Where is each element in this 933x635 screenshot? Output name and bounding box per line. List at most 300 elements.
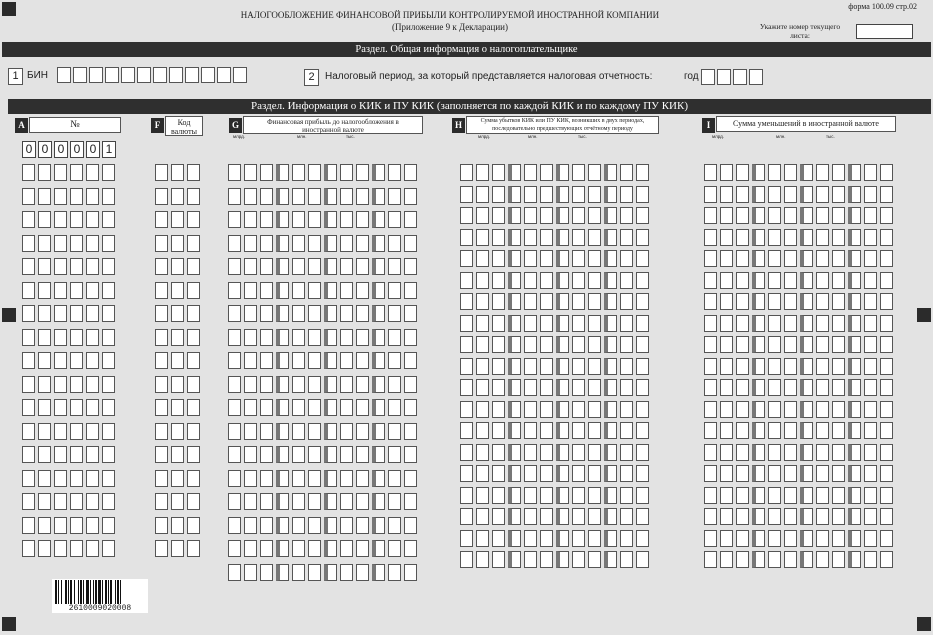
column-a-cell[interactable] (70, 446, 83, 463)
column-i-cell[interactable] (736, 272, 749, 289)
column-i-cell[interactable] (832, 336, 845, 353)
column-a-cell[interactable] (86, 376, 99, 393)
column-a-cell[interactable] (38, 470, 51, 487)
column-i-cell[interactable] (720, 315, 733, 332)
column-a-cell[interactable] (102, 164, 115, 181)
column-h-cell[interactable] (620, 465, 633, 482)
column-f-cell[interactable] (155, 282, 168, 299)
column-f-cell[interactable] (187, 282, 200, 299)
column-i-cell[interactable] (800, 229, 813, 246)
column-a-cell[interactable] (86, 399, 99, 416)
column-i-cell[interactable] (880, 336, 893, 353)
column-a-cell[interactable] (70, 282, 83, 299)
column-a-cell[interactable] (54, 164, 67, 181)
column-h-cell[interactable] (492, 358, 505, 375)
column-g-cell[interactable] (356, 164, 369, 181)
column-h-cell[interactable] (572, 164, 585, 181)
column-i-cell[interactable] (752, 358, 765, 375)
column-i-cell[interactable] (832, 164, 845, 181)
column-g-cell[interactable] (356, 470, 369, 487)
column-a-cell[interactable] (22, 423, 35, 440)
bin-cell[interactable] (137, 67, 151, 83)
column-h-cell[interactable] (556, 508, 569, 525)
column-a-cell[interactable] (102, 211, 115, 228)
column-h-cell[interactable] (508, 315, 521, 332)
column-a-cell[interactable] (38, 258, 51, 275)
column-i-cell[interactable] (832, 207, 845, 224)
column-i-cell[interactable] (736, 229, 749, 246)
column-f-cell[interactable] (187, 399, 200, 416)
column-a-cell[interactable] (54, 376, 67, 393)
column-g-cell[interactable] (244, 305, 257, 322)
column-g-cell[interactable] (276, 164, 289, 181)
column-g-cell[interactable] (404, 564, 417, 581)
column-i-cell[interactable] (864, 336, 877, 353)
column-g-cell[interactable] (244, 493, 257, 510)
column-i-cell[interactable] (864, 229, 877, 246)
column-i-cell[interactable] (736, 293, 749, 310)
column-i-cell[interactable] (768, 551, 781, 568)
column-f-cell[interactable] (187, 540, 200, 557)
column-f-cell[interactable] (155, 352, 168, 369)
column-a-cell[interactable] (38, 446, 51, 463)
column-h-cell[interactable] (524, 207, 537, 224)
column-h-cell[interactable] (476, 551, 489, 568)
column-h-cell[interactable] (508, 444, 521, 461)
column-g-cell[interactable] (228, 164, 241, 181)
column-h-cell[interactable] (508, 250, 521, 267)
column-h-cell[interactable] (460, 336, 473, 353)
column-h-cell[interactable] (620, 551, 633, 568)
column-h-cell[interactable] (508, 401, 521, 418)
column-g-cell[interactable] (260, 211, 273, 228)
column-i-cell[interactable] (784, 422, 797, 439)
column-g-cell[interactable] (404, 235, 417, 252)
column-h-cell[interactable] (604, 508, 617, 525)
column-i-cell[interactable] (720, 422, 733, 439)
column-h-cell[interactable] (460, 250, 473, 267)
column-g-cell[interactable] (340, 376, 353, 393)
column-h-cell[interactable] (492, 336, 505, 353)
column-g-cell[interactable] (404, 305, 417, 322)
column-h-cell[interactable] (588, 422, 601, 439)
column-a-cell[interactable] (102, 470, 115, 487)
column-a-cell[interactable] (38, 164, 51, 181)
bin-cell[interactable] (57, 67, 71, 83)
column-h-cell[interactable] (540, 207, 553, 224)
column-h-cell[interactable] (492, 401, 505, 418)
column-a-cell[interactable] (38, 376, 51, 393)
column-a-cell[interactable] (38, 188, 51, 205)
column-i-cell[interactable] (848, 401, 861, 418)
column-h-cell[interactable] (620, 508, 633, 525)
column-h-cell[interactable] (524, 293, 537, 310)
column-g-cell[interactable] (324, 517, 337, 534)
column-h-cell[interactable] (572, 229, 585, 246)
column-h-cell[interactable] (604, 207, 617, 224)
column-i-cell[interactable] (800, 315, 813, 332)
column-i-cell[interactable] (848, 422, 861, 439)
column-a-cell[interactable] (86, 517, 99, 534)
column-h-cell[interactable] (540, 186, 553, 203)
column-i-cell[interactable] (848, 379, 861, 396)
column-h-cell[interactable] (572, 465, 585, 482)
column-i-cell[interactable] (704, 358, 717, 375)
column-g-cell[interactable] (276, 282, 289, 299)
column-g-cell[interactable] (388, 211, 401, 228)
column-i-cell[interactable] (848, 164, 861, 181)
column-h-cell[interactable] (572, 358, 585, 375)
column-h-cell[interactable] (524, 336, 537, 353)
column-f-cell[interactable] (155, 329, 168, 346)
column-i-cell[interactable] (752, 530, 765, 547)
bin-cell[interactable] (201, 67, 215, 83)
column-i-cell[interactable] (800, 358, 813, 375)
column-h-cell[interactable] (540, 508, 553, 525)
column-a-cell[interactable] (102, 305, 115, 322)
column-h-cell[interactable] (476, 186, 489, 203)
column-h-cell[interactable] (604, 315, 617, 332)
column-h-cell[interactable] (604, 358, 617, 375)
column-g-cell[interactable] (244, 258, 257, 275)
column-g-cell[interactable] (404, 470, 417, 487)
column-h-cell[interactable] (588, 315, 601, 332)
column-h-cell[interactable] (572, 422, 585, 439)
column-i-cell[interactable] (784, 401, 797, 418)
column-i-cell[interactable] (832, 186, 845, 203)
column-h-cell[interactable] (476, 207, 489, 224)
column-g-cell[interactable] (308, 540, 321, 557)
column-i-cell[interactable] (880, 293, 893, 310)
column-h-cell[interactable] (636, 315, 649, 332)
column-i-cell[interactable] (784, 379, 797, 396)
column-a-cell[interactable] (54, 305, 67, 322)
column-h-cell[interactable] (508, 186, 521, 203)
column-h-cell[interactable] (540, 272, 553, 289)
column-a-cell[interactable] (38, 282, 51, 299)
column-g-cell[interactable] (292, 423, 305, 440)
column-i-cell[interactable] (864, 272, 877, 289)
column-h-cell[interactable] (524, 379, 537, 396)
column-a-cell[interactable] (102, 376, 115, 393)
column-a-cell[interactable] (22, 446, 35, 463)
column-g-cell[interactable] (404, 423, 417, 440)
column-h-cell[interactable] (476, 293, 489, 310)
column-a-cell[interactable] (70, 376, 83, 393)
column-i-cell[interactable] (752, 272, 765, 289)
column-a-cell[interactable] (54, 235, 67, 252)
column-i-cell[interactable] (880, 272, 893, 289)
column-g-cell[interactable] (324, 305, 337, 322)
column-i-cell[interactable] (864, 422, 877, 439)
column-g-cell[interactable] (244, 540, 257, 557)
column-f-cell[interactable] (155, 399, 168, 416)
column-h-cell[interactable] (492, 465, 505, 482)
column-h-cell[interactable] (636, 401, 649, 418)
column-i-cell[interactable] (736, 422, 749, 439)
column-i-cell[interactable] (800, 487, 813, 504)
column-f-cell[interactable] (171, 540, 184, 557)
column-h-cell[interactable] (492, 293, 505, 310)
column-a-cell[interactable] (86, 470, 99, 487)
column-i-cell[interactable] (832, 272, 845, 289)
column-h-cell[interactable] (460, 530, 473, 547)
column-g-cell[interactable] (404, 493, 417, 510)
column-g-cell[interactable] (292, 211, 305, 228)
column-a-cell[interactable] (70, 352, 83, 369)
column-a-cell[interactable] (102, 282, 115, 299)
column-g-cell[interactable] (324, 564, 337, 581)
column-h-cell[interactable] (460, 207, 473, 224)
column-a-cell[interactable] (70, 188, 83, 205)
column-i-cell[interactable] (800, 401, 813, 418)
column-g-cell[interactable] (356, 235, 369, 252)
column-h-cell[interactable] (508, 422, 521, 439)
column-h-cell[interactable] (556, 530, 569, 547)
column-g-cell[interactable] (356, 423, 369, 440)
column-a-cell[interactable] (70, 329, 83, 346)
column-h-cell[interactable] (476, 164, 489, 181)
column-a-cell[interactable] (38, 540, 51, 557)
column-g-cell[interactable] (308, 376, 321, 393)
column-g-cell[interactable] (276, 517, 289, 534)
column-h-cell[interactable] (604, 401, 617, 418)
column-h-cell[interactable] (524, 465, 537, 482)
column-i-cell[interactable] (800, 444, 813, 461)
column-a-cell[interactable] (54, 423, 67, 440)
column-g-cell[interactable] (340, 423, 353, 440)
column-a-cell[interactable] (86, 540, 99, 557)
column-i-cell[interactable] (784, 186, 797, 203)
column-a-cell[interactable] (22, 211, 35, 228)
column-i-cell[interactable] (832, 465, 845, 482)
column-g-cell[interactable] (244, 329, 257, 346)
column-h-cell[interactable] (476, 530, 489, 547)
column-a-cell[interactable] (54, 329, 67, 346)
column-h-cell[interactable] (524, 164, 537, 181)
column-i-cell[interactable] (864, 250, 877, 267)
column-h-cell[interactable] (556, 207, 569, 224)
column-h-cell[interactable] (492, 487, 505, 504)
column-a-cell[interactable] (70, 235, 83, 252)
column-a-cell[interactable] (102, 235, 115, 252)
column-g-cell[interactable] (324, 493, 337, 510)
column-a-cell[interactable] (22, 235, 35, 252)
column-a-cell[interactable] (102, 352, 115, 369)
column-a-cell[interactable] (102, 188, 115, 205)
column-i-cell[interactable] (736, 207, 749, 224)
column-i-cell[interactable] (848, 508, 861, 525)
column-h-cell[interactable] (492, 422, 505, 439)
column-i-cell[interactable] (720, 336, 733, 353)
column-i-cell[interactable] (704, 293, 717, 310)
column-a-cell[interactable] (54, 188, 67, 205)
column-h-cell[interactable] (540, 229, 553, 246)
column-g-cell[interactable] (356, 258, 369, 275)
column-h-cell[interactable] (476, 272, 489, 289)
column-h-cell[interactable] (572, 293, 585, 310)
column-g-cell[interactable] (324, 399, 337, 416)
column-a-cell[interactable] (54, 211, 67, 228)
column-i-cell[interactable] (848, 465, 861, 482)
column-i-cell[interactable] (720, 272, 733, 289)
column-g-cell[interactable] (228, 282, 241, 299)
column-a-cell[interactable] (22, 399, 35, 416)
column-g-cell[interactable] (260, 493, 273, 510)
column-h-cell[interactable] (636, 508, 649, 525)
column-i-cell[interactable] (736, 186, 749, 203)
column-g-cell[interactable] (356, 211, 369, 228)
column-a-cell[interactable] (102, 258, 115, 275)
column-g-cell[interactable] (388, 564, 401, 581)
bin-cell[interactable] (169, 67, 183, 83)
column-g-cell[interactable] (372, 423, 385, 440)
column-i-cell[interactable] (704, 379, 717, 396)
column-i-cell[interactable] (864, 530, 877, 547)
column-h-cell[interactable] (588, 508, 601, 525)
column-h-cell[interactable] (636, 293, 649, 310)
column-f-cell[interactable] (171, 211, 184, 228)
column-i-cell[interactable] (816, 530, 829, 547)
column-i-cell[interactable] (736, 315, 749, 332)
column-i-cell[interactable] (720, 379, 733, 396)
bin-cell[interactable] (105, 67, 119, 83)
column-h-cell[interactable] (636, 207, 649, 224)
column-g-cell[interactable] (404, 282, 417, 299)
column-g-cell[interactable] (292, 282, 305, 299)
column-i-cell[interactable] (736, 508, 749, 525)
column-i-cell[interactable] (816, 207, 829, 224)
column-g-cell[interactable] (324, 329, 337, 346)
column-h-cell[interactable] (636, 465, 649, 482)
column-g-cell[interactable] (324, 470, 337, 487)
column-f-cell[interactable] (187, 352, 200, 369)
column-i-cell[interactable] (800, 422, 813, 439)
column-g-cell[interactable] (340, 540, 353, 557)
column-i-cell[interactable] (816, 336, 829, 353)
column-h-cell[interactable] (604, 250, 617, 267)
year-input[interactable] (701, 69, 765, 85)
column-g-cell[interactable] (356, 493, 369, 510)
column-i-cell[interactable] (768, 465, 781, 482)
column-h-cell[interactable] (492, 530, 505, 547)
column-i-cell[interactable] (768, 315, 781, 332)
year-cell[interactable] (701, 69, 715, 85)
column-g-cell[interactable] (260, 399, 273, 416)
column-f-cell[interactable] (155, 235, 168, 252)
column-f-cell[interactable] (171, 493, 184, 510)
column-i-cell[interactable] (832, 250, 845, 267)
column-a-cell[interactable] (38, 517, 51, 534)
column-i-cell[interactable] (880, 379, 893, 396)
column-i-cell[interactable] (848, 250, 861, 267)
column-h-cell[interactable] (604, 186, 617, 203)
column-h-cell[interactable] (540, 315, 553, 332)
column-g-cell[interactable] (388, 258, 401, 275)
column-g-cell[interactable] (260, 423, 273, 440)
column-i-cell[interactable] (816, 422, 829, 439)
column-i-cell[interactable] (880, 358, 893, 375)
column-g-cell[interactable] (292, 188, 305, 205)
column-g-cell[interactable] (356, 188, 369, 205)
column-i-cell[interactable] (848, 444, 861, 461)
column-h-cell[interactable] (588, 401, 601, 418)
column-h-cell[interactable] (588, 444, 601, 461)
column-g-cell[interactable] (244, 352, 257, 369)
column-i-cell[interactable] (704, 250, 717, 267)
column-h-cell[interactable] (476, 487, 489, 504)
column-a-cell[interactable] (102, 493, 115, 510)
column-i-cell[interactable] (800, 551, 813, 568)
column-i-cell[interactable] (832, 401, 845, 418)
column-i-cell[interactable] (768, 229, 781, 246)
column-a-cell[interactable] (22, 188, 35, 205)
column-a-cell[interactable] (70, 258, 83, 275)
column-h-cell[interactable] (540, 336, 553, 353)
column-i-cell[interactable] (704, 422, 717, 439)
column-a-cell[interactable] (22, 329, 35, 346)
column-g-cell[interactable] (228, 329, 241, 346)
column-a-cell[interactable] (54, 493, 67, 510)
column-h-cell[interactable] (460, 444, 473, 461)
column-a-cell[interactable] (86, 493, 99, 510)
column-f-cell[interactable] (171, 517, 184, 534)
column-g-cell[interactable] (356, 517, 369, 534)
column-h-cell[interactable] (524, 530, 537, 547)
column-h-cell[interactable] (636, 229, 649, 246)
column-g-cell[interactable] (292, 164, 305, 181)
column-i-cell[interactable] (832, 530, 845, 547)
column-h-cell[interactable] (572, 508, 585, 525)
column-g-cell[interactable] (372, 376, 385, 393)
column-h-cell[interactable] (460, 551, 473, 568)
column-g-cell[interactable] (276, 399, 289, 416)
column-h-cell[interactable] (572, 272, 585, 289)
column-h-cell[interactable] (636, 530, 649, 547)
column-i-cell[interactable] (800, 186, 813, 203)
column-h-cell[interactable] (556, 293, 569, 310)
column-a-cell[interactable] (38, 399, 51, 416)
column-g-cell[interactable] (260, 305, 273, 322)
column-a-cell[interactable] (86, 258, 99, 275)
column-h-cell[interactable] (556, 250, 569, 267)
column-h-cell[interactable] (604, 530, 617, 547)
column-h-cell[interactable] (476, 250, 489, 267)
column-i-cell[interactable] (880, 315, 893, 332)
column-i-cell[interactable] (784, 272, 797, 289)
column-h-cell[interactable] (620, 530, 633, 547)
column-f-cell[interactable] (187, 493, 200, 510)
column-i-cell[interactable] (816, 401, 829, 418)
column-i-cell[interactable] (736, 465, 749, 482)
column-h-cell[interactable] (556, 551, 569, 568)
column-i-cell[interactable] (704, 401, 717, 418)
column-i-cell[interactable] (752, 164, 765, 181)
column-h-cell[interactable] (588, 379, 601, 396)
column-i-cell[interactable] (736, 379, 749, 396)
column-f-cell[interactable] (171, 282, 184, 299)
year-cell[interactable] (717, 69, 731, 85)
column-g-cell[interactable] (324, 211, 337, 228)
first-row-number[interactable] (22, 141, 118, 158)
column-g-cell[interactable] (372, 211, 385, 228)
column-a-cell[interactable] (70, 493, 83, 510)
bin-cell[interactable] (89, 67, 103, 83)
column-g-cell[interactable] (388, 376, 401, 393)
column-a-cell[interactable] (70, 211, 83, 228)
column-g-cell[interactable] (276, 423, 289, 440)
column-i-cell[interactable] (720, 358, 733, 375)
